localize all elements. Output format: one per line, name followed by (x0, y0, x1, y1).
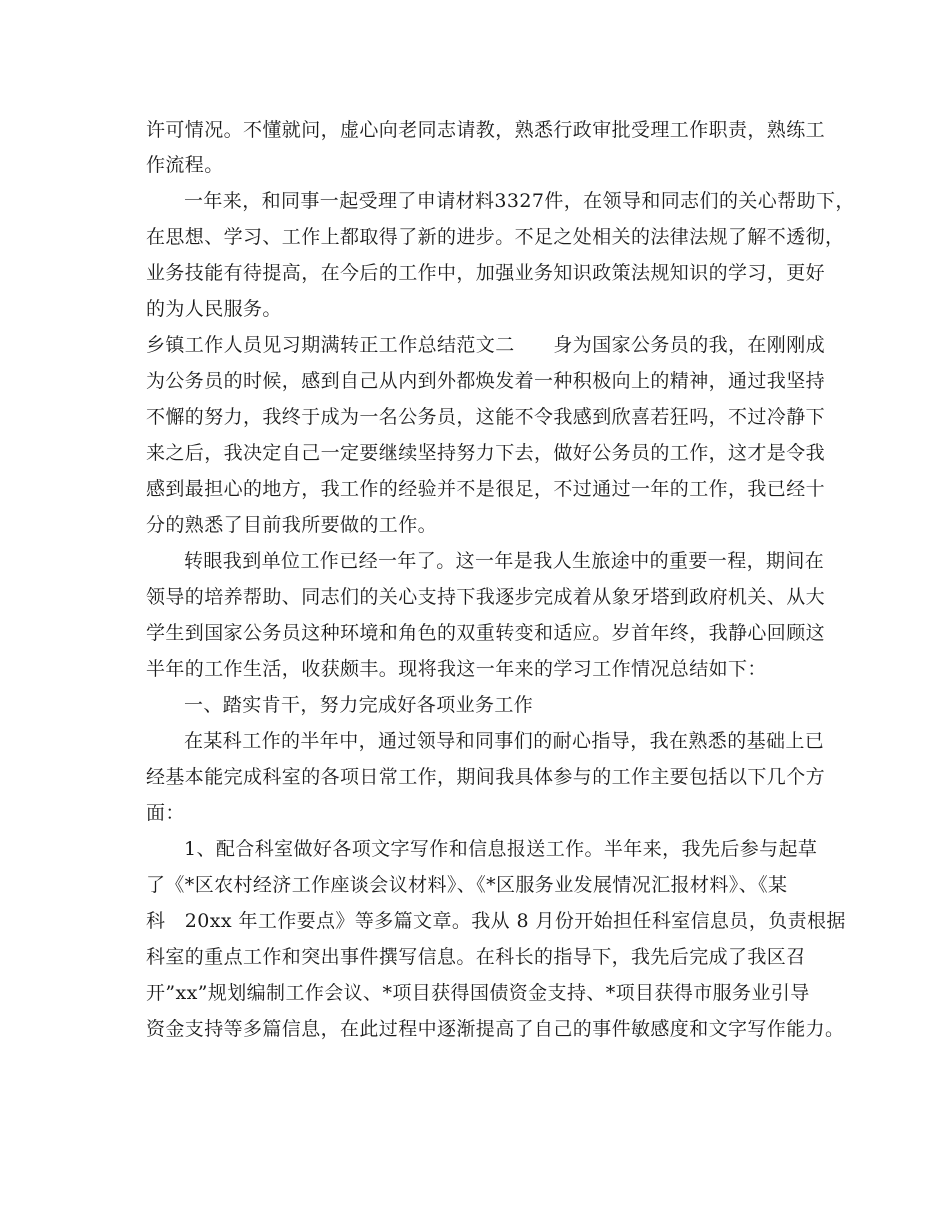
text-line: 半年的工作生活，收获颇丰。现将我这一年来的学习工作情况总结如下： (146, 658, 767, 680)
text-line: 面： (146, 802, 185, 824)
text-line: 在某科工作的半年中，通过领导和同事们的耐心指导，我在熟悉的基础上已 (184, 730, 825, 752)
text-line: 在思想、学习、工作上都取得了新的进步。不足之处相关的法律法规了解不透彻， (146, 226, 845, 248)
text-line: 资金支持等多篇信息，在此过程中逐渐提高了自己的事件敏感度和文字写作能力。 (146, 1018, 845, 1040)
text-line: 开”xx”规划编制工作会议、*项目获得国债资金支持、*项目获得市服务业引导 (146, 982, 810, 1004)
text-line: 业务技能有待提高，在今后的工作中，加强业务知识政策法规知识的学习，更好 (146, 262, 826, 284)
text-line: 1、配合科室做好各项文字写作和信息报送工作。半年来，我先后参与起草 (184, 838, 818, 860)
text-line: 一年来，和同事一起受理了申请材料3327件，在领导和同志们的关心帮助下， (184, 190, 855, 212)
text-line: 许可情况。不懂就问，虚心向老同志请教，熟悉行政审批受理工作职责，熟练工 (146, 119, 826, 141)
text-line: 为公务员的时候，感到自己从内到外都焕发着一种积极向上的精神，通过我坚持 (146, 370, 826, 392)
text-line: 不懈的努力，我终于成为一名公务员，这能不令我感到欣喜若狂吗，不过冷静下 (146, 406, 826, 428)
text-line: 学生到国家公务员这种环境和角色的双重转变和适应。岁首年终，我静心回顾这 (146, 622, 826, 644)
text-line: 的为人民服务。 (146, 298, 282, 320)
text-line: 科 20xx 年工作要点》等多篇文章。我从 8 月份开始担任科室信息员，负责根据 (146, 910, 846, 932)
subheading-line: 一、踏实肯干，努力完成好各项业务工作 (184, 694, 534, 716)
text-line: 经基本能完成科室的各项日常工作，期间我具体参与的工作主要包括以下几个方 (146, 766, 826, 788)
section-heading-line: 乡镇工作人员见习期满转正工作总结范文二 身为国家公务员的我，在刚刚成 (146, 334, 826, 356)
text-line: 科室的重点工作和突出事件撰写信息。在科长的指导下，我先后完成了我区召 (146, 946, 806, 968)
text-line: 感到最担心的地方，我工作的经验并不是很足，不过通过一年的工作，我已经十 (146, 478, 826, 500)
text-line: 了《*区农村经济工作座谈会议材料》、《*区服务业发展情况汇报材料》、《某 (146, 874, 788, 896)
text-line: 转眼我到单位工作已经一年了。这一年是我人生旅途中的重要一程，期间在 (184, 550, 825, 572)
text-line: 来之后，我决定自己一定要继续坚持努力下去，做好公务员的工作，这才是令我 (146, 442, 826, 464)
text-line: 领导的培养帮助、同志们的关心支持下我逐步完成着从象牙塔到政府机关、从大 (146, 586, 826, 608)
text-line: 作流程。 (146, 154, 224, 176)
text-line: 分的熟悉了目前我所要做的工作。 (146, 514, 438, 536)
